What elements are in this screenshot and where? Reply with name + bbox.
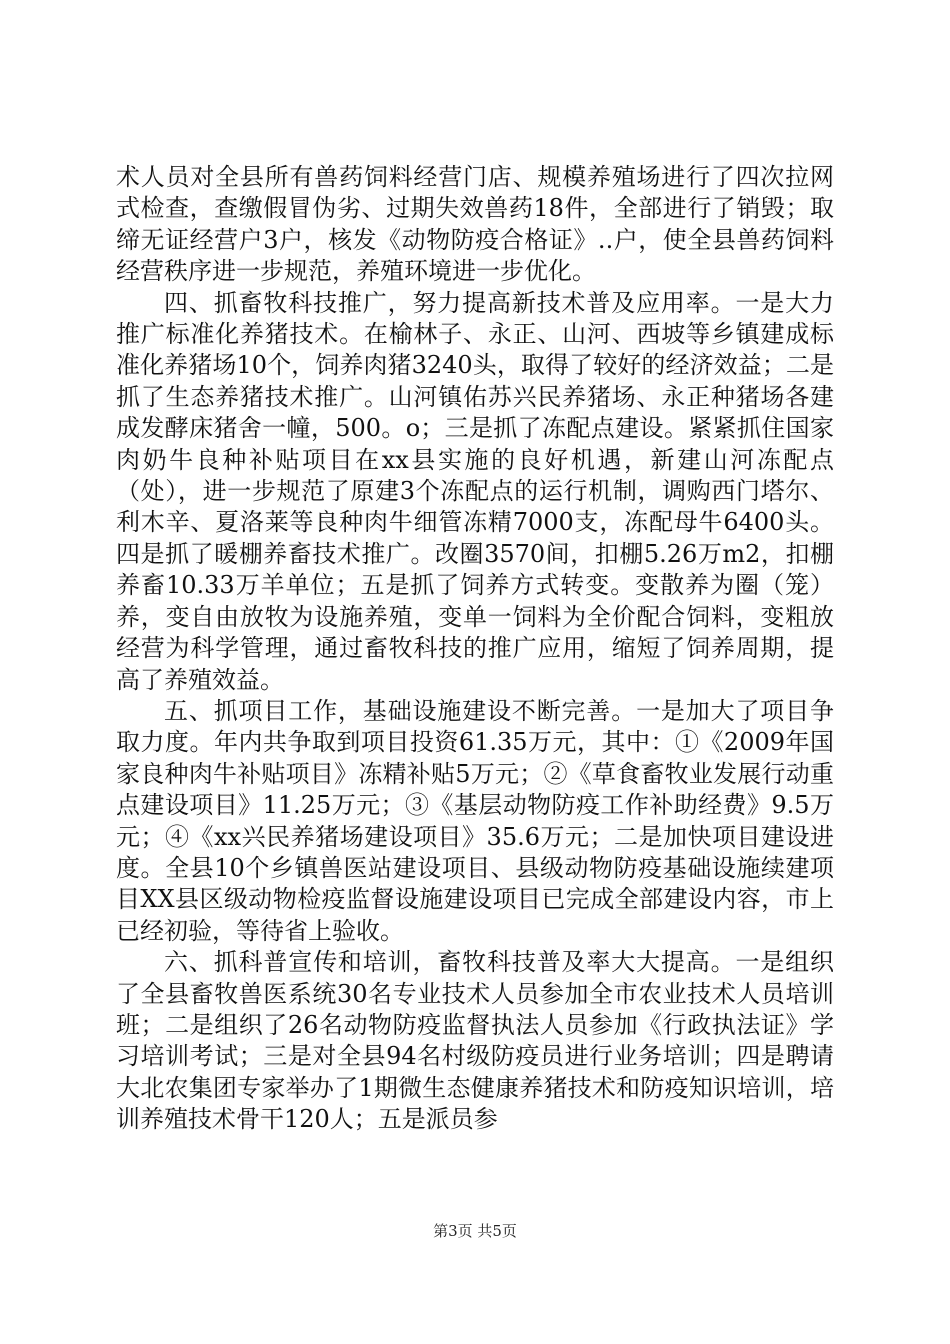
paragraph-continuation: 术人员对全县所有兽药饲料经营门店、规模养殖场进行了四次拉网式检查，查缴假冒伪劣、过期失效兽药18件，全部进行了销毁；取缔无证经营户3户，核发《动物防疫合格证》..户，使全县兽药饲料经营秩序进一步规范，养殖环境进一步优化。 <box>116 163 834 286</box>
paragraph-training: 六、抓科普宣传和培训，畜牧科技普及率大大提高。一是组织了全县畜牧兽医系统30名专业技术人员参加全市农业技术人员培训班；二是组织了26名动物防疫监督执法人员参加《行政执法证》学习培训考试；三是对全县94名村级防疫员进行业务培训；四是聘请大北农集团专家举办了1期微生态健康养猪技术和防疫知识培训，培训养殖技术骨干120人；五是派员参 <box>116 948 834 1134</box>
paragraph-tech-promotion: 四、抓畜牧科技推广，努力提高新技术普及应用率。一是大力推广标准化养猪技术。在榆林子、永正、山河、西坡等乡镇建成标准化养猪场10个，饲养肉猪3240头，取得了较好的经济效益；二是抓了生态养猪技术推广。山河镇佑苏兴民养猪场、永正种猪场各建成发酵床猪舍一幢，500。o；三是抓了冻配点建设。紧紧抓住国家肉奶牛良种补贴项目在xx县实施的良好机遇，新建山河冻配点（处），进一步规范了原建3个冻配点的运行机制，调购西门塔尔、利木辛、夏洛莱等良种肉牛细管冻精7000支，冻配母牛6400头。四是抓了暖棚养畜技术推广。改圈3570间，扣棚5.26万m2，扣棚养畜10.33万羊单位；五是抓了饲养方式转变。变散养为圈（笼）养，变自由放牧为设施养殖，变单一饲料为全价配合饲料，变粗放经营为科学管理，通过畜牧科技的推广应用，缩短了饲养周期，提高了养殖效益。 <box>116 288 834 694</box>
document-body <box>116 162 834 1136</box>
page-footer: 第3页 共5页 <box>433 1222 517 1240</box>
paragraph-project-work: 五、抓项目工作，基础设施建设不断完善。一是加大了项目争取力度。年内共争取到项目投资61.35万元，其中：①《2009年国家良种肉牛补贴项目》冻精补贴5万元；②《草食畜牧业发展行动重点建设项目》11.25万元；③《基层动物防疫工作补助经费》9.5万元；④《xx兴民养猪场建设项目》35.6万元；二是加快项目建设进度。全县10个乡镇兽医站建设项目、县级动物防疫基础设施续建项目XX县区级动物检疫监督设施建设项目已完成全部建设内容，市上已经初验，等待省上验收。 <box>116 696 834 945</box>
